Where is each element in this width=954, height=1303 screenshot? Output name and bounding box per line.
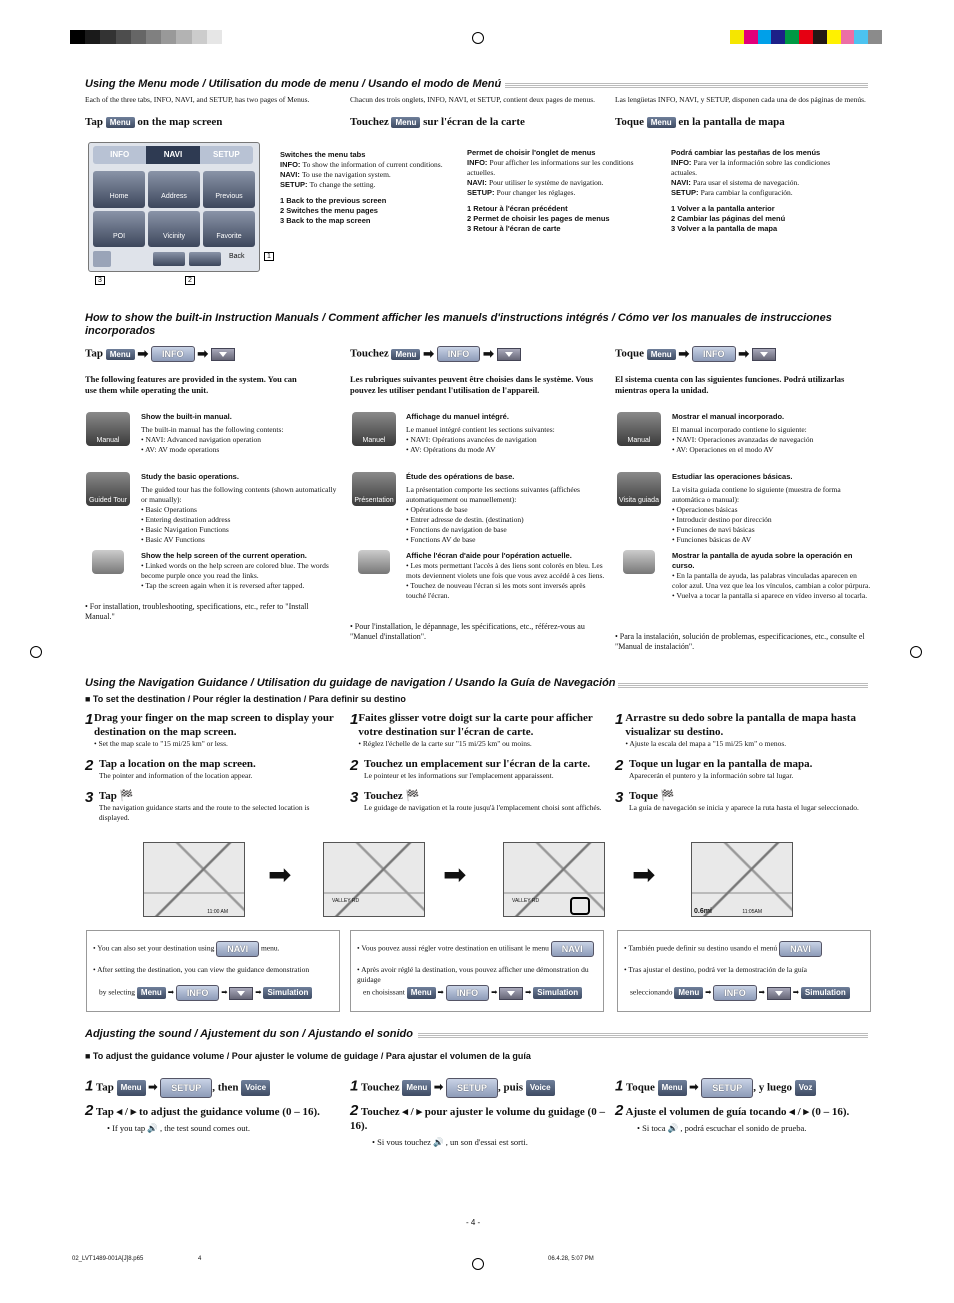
gray-swatch xyxy=(131,30,146,44)
tap-info-en: Tap Menu ➡ INFO ➡ xyxy=(85,346,235,362)
color-swatch xyxy=(841,30,855,44)
install-note-es: • Para la instalación, solución de problemas, especificaciones, etc., consulte el "Manual de instalación". xyxy=(615,632,865,651)
help-icon[interactable] xyxy=(623,550,655,574)
setup-tab-button[interactable]: SETUP xyxy=(446,1078,498,1098)
guided-tour-icon[interactable]: Présentation xyxy=(352,472,396,506)
map-screen-4[interactable]: 0.6mi 11:05AM xyxy=(691,842,793,917)
map-screen-1[interactable]: 11:00 AM xyxy=(143,842,245,917)
gray-swatch xyxy=(146,30,161,44)
color-swatch xyxy=(827,30,841,44)
steps-es: 1 Arrastre su dedo sobre la pantalla de mapa hasta visualizar su destino. • Ajuste la escala del mapa a "15 mi/25 km" o menos. 2 Toque un lugar en la pantalla de mapa. Aparecerán el puntero y la información sobre tal lugar. 3 Toque 🏁 La guía de navegación se inicia y aparece la ruta hasta el lugar seleccionado. xyxy=(615,711,859,812)
features-intro-es: El sistema cuenta con las siguientes funciones. Podrá utilizarlas mientras opera la unidad. xyxy=(615,374,845,395)
menu-explain-en: Switches the menu tabs INFO: To show the information of current conditions. NAVI: To use the navigation system. SETUP: To change the setting. 1 Back to the previous screen 2 Switches the menu pages 3 Back to the map screen xyxy=(280,150,443,225)
color-swatch xyxy=(868,30,882,44)
section-title-nav-guidance: Using the Navigation Guidance / Utilisation du guidage de navigation / Usando la Guía de Navegación xyxy=(85,677,616,689)
tab-navi[interactable]: NAVI xyxy=(146,146,199,164)
color-swatch xyxy=(758,30,772,44)
features-fr: Affichage du manuel intégré. Le manuel intégré contient les sections suivantes: • NAVI: Opérations avancées de navigation • AV: Opérations du mode AV Étude des opérations de base. La présentation comporte les sections suivantes (affichées automatiquement ou manuellement): • Opérations de base • Entrer adresse de destin. (destination) • Fonctions de navigation de base • Fonctions AV de base Affiche l'écran d'aide pour l'opération actuelle. • Les mots permettant l'accès à des liens sont colorés en bleu. Les mots deviennent violets une fois que vous avez accédé à ces liens. • Touchez de nouveau l'écran si les mots sont inversés après touché l'écran. xyxy=(406,412,605,600)
menu-button[interactable]: Menu xyxy=(647,349,676,360)
test-sound-icon[interactable]: 🔊 xyxy=(433,1137,444,1147)
footer-date: 06.4.28, 5:07 PM xyxy=(548,1256,594,1262)
intro-en: Each of the three tabs, INFO, NAVI, and SETUP, has two pages of Menus. xyxy=(85,95,310,104)
note-box-en: • You can also set your destination using NAVI menu. • After setting the destination, you can view the guidance demonstration by selecting Menu ➡ INFO ➡ ➡ Simulation xyxy=(86,930,340,1012)
page-down-icon[interactable] xyxy=(229,987,253,1000)
route-flag-icon[interactable]: 🏁 xyxy=(660,790,675,802)
gray-swatch xyxy=(192,30,207,44)
favorite-button[interactable]: Favorite xyxy=(203,211,255,248)
gray-bar xyxy=(70,30,222,44)
simulation-button[interactable]: Simulation xyxy=(533,987,582,999)
tap-info-es: Toque Menu ➡ INFO ➡ xyxy=(615,346,776,362)
manual-icon[interactable]: Manual xyxy=(86,412,130,446)
color-swatch xyxy=(799,30,813,44)
features-en: Show the built-in manual. The built-in manual has the following contents: • NAVI: Advanced navigation operation • AV: AV mode operations Study the basic operations. The guided tour has the following contents (shown automatically or manually): • Basic Operations • Entering destination address • Basic Navigation Functions • Basic AV Functions Show the help screen of the current operation. • Linked words on the help screen are colored blue. The words become purple once you read the links. • Tap the screen again when it is reversed after tapped. xyxy=(141,412,337,590)
help-icon[interactable] xyxy=(358,550,390,574)
voice-button[interactable]: Voice xyxy=(241,1080,270,1096)
menu-button[interactable]: Menu xyxy=(658,1080,687,1096)
features-intro-fr: Les rubriques suivantes peuvent être choisies dans le système. Vous pouvez les utiliser pendant l'utilisation de l'appareil. xyxy=(350,374,594,395)
info-tab-button[interactable]: INFO xyxy=(437,346,481,362)
menu-button[interactable]: Menu xyxy=(117,1080,146,1096)
info-tab-button[interactable]: INFO xyxy=(151,346,195,362)
info-tab-button[interactable]: INFO xyxy=(692,346,736,362)
features-intro-en: The following features are provided in the system. You can use them while operating the unit. xyxy=(85,374,297,395)
next-arrow: ➡ xyxy=(268,860,292,891)
note-box-fr: • Vous pouvez aussi régler votre destination en utilisant le menu NAVI • Après avoir réglé la destination, vous pouvez afficher une démonstration du guidage en choisissant Menu ➡ INFO ➡ ➡ Simulation xyxy=(350,930,604,1012)
menu-button[interactable]: Menu xyxy=(137,987,166,999)
map-screen-2[interactable]: VALLEY RD xyxy=(323,842,425,917)
registration-mark xyxy=(30,646,42,658)
page-up-button[interactable] xyxy=(153,252,185,266)
info-tab-button[interactable]: INFO xyxy=(713,985,757,1001)
home-button[interactable]: Home xyxy=(93,171,145,208)
tap-menu-fr: Touchez Menu sur l'écran de la carte xyxy=(350,116,525,128)
color-swatch xyxy=(730,30,744,44)
tap-menu-en: Tap Menu on the map screen xyxy=(85,116,223,128)
back-button[interactable]: Back xyxy=(229,253,245,260)
subtitle-guidance-volume: ■ To adjust the guidance volume / Pour ajuster le volume de guidage / Para ajustar el volumen de la guía xyxy=(85,1051,531,1061)
navi-tab-button[interactable]: NAVI xyxy=(216,941,259,957)
sound-steps-es: 1 Toque Menu ➡ SETUP , y luego Voz 2 Ajuste el volumen de guía tocando ◂ / ▸ (0 – 16). • Si toca 🔊 , podrá escuchar el sonido de prueba. xyxy=(615,1077,850,1133)
info-tab-button[interactable]: INFO xyxy=(176,985,220,1001)
steps-fr: 1 Faites glisser votre doigt sur la carte pour afficher votre destination sur l'écran de carte. • Réglez l'échelle de la carte sur "15 mi/25 km" ou moins. 2 Touchez un emplacement sur l'écran de la carte. Le pointeur et les informations sur l'emplacement apparaissent. 3 Touchez 🏁 Le guidage de navigation et la route jusqu'à l'emplacement choisi sont affichés. xyxy=(350,711,602,812)
volume-down-icon[interactable]: ◂ xyxy=(116,1106,123,1118)
sound-steps-en: 1 Tap Menu ➡ SETUP , then Voice 2 Tap ◂ / ▸ to adjust the guidance volume (0 – 16). • If you tap 🔊 , the test sound comes out. xyxy=(85,1077,320,1133)
address-button[interactable]: Address xyxy=(148,171,200,208)
section-rule xyxy=(418,1033,868,1038)
simulation-button[interactable]: Simulation xyxy=(801,987,850,999)
page-down-icon[interactable] xyxy=(497,348,521,361)
gray-swatch xyxy=(85,30,100,44)
menu-button[interactable]: Menu xyxy=(391,349,420,360)
map-return-icon[interactable] xyxy=(93,251,111,267)
note-box-es: • También puede definir su destino usando el menú NAVI • Tras ajustar el destino, podrá ver la demostración de la guía seleccionando Menu ➡ INFO ➡ ➡ Simulation xyxy=(617,930,871,1012)
voice-button[interactable]: Voice xyxy=(526,1080,555,1096)
manual-icon[interactable]: Manuel xyxy=(352,412,396,446)
features-es: Mostrar el manual incorporado. El manual incorporado contiene lo siguiente: • NAVI: Operaciones avanzadas de navegación • AV: Operaciones en el modo AV Estudiar las operaciones básicas. La visita guiada contiene lo siguiente (muestra de forma automática o manual): • Operaciones básicas • Introducir destino por dirección • Funciones de navi básicas • Funciones básicas de AV Mostrar la pantalla de ayuda sobre la operación en curso. • En la pantalla de ayuda, las palabras vinculadas aparecen en color azul. Una vez que lea los vínculos, cambian a color púrpura. • Vuelva a tocar la pantalla si aparece en vídeo inverso al tocarla. xyxy=(672,412,871,600)
volume-up-icon[interactable]: ▸ xyxy=(130,1106,137,1118)
registration-mark xyxy=(472,32,484,44)
page-down-icon[interactable] xyxy=(211,348,235,361)
tab-info[interactable]: INFO xyxy=(110,150,130,159)
menu-button[interactable]: Menu xyxy=(391,117,420,128)
gray-swatch xyxy=(176,30,191,44)
menu-button[interactable]: Menu xyxy=(402,1080,431,1096)
gray-swatch xyxy=(100,30,115,44)
subtitle-set-destination: ■ To set the destination / Pour régler la destination / Para definir su destino xyxy=(85,694,406,704)
next-arrow: ➡ xyxy=(443,860,467,891)
volume-up-icon[interactable]: ▸ xyxy=(803,1106,809,1118)
gray-swatch xyxy=(161,30,176,44)
navi-tab-button[interactable]: NAVI xyxy=(551,941,594,957)
page-down-button[interactable] xyxy=(189,252,221,266)
install-note-en: • For installation, troubleshooting, specifications, etc., refer to "Install Manual." xyxy=(85,602,309,621)
help-icon[interactable] xyxy=(92,550,124,574)
manual-icon[interactable]: Manual xyxy=(617,412,661,446)
page-number: - 4 - xyxy=(466,1218,481,1227)
menu-screen xyxy=(88,142,260,272)
page-down-icon[interactable] xyxy=(767,987,791,1000)
gray-swatch xyxy=(207,30,222,44)
intro-fr: Chacun des trois onglets, INFO, NAVI, et SETUP, contient deux pages de menus. xyxy=(350,95,596,104)
tab-setup[interactable]: SETUP xyxy=(212,150,240,159)
tap-menu-es: Toque Menu en la pantalla de mapa xyxy=(615,116,785,128)
route-flag-icon[interactable]: 🏁 xyxy=(405,790,420,802)
setup-tab-button[interactable]: SETUP xyxy=(701,1078,753,1098)
callout-2: 2 xyxy=(185,276,195,285)
gray-swatch xyxy=(70,30,85,44)
color-swatch xyxy=(744,30,758,44)
guided-tour-icon[interactable]: Guided Tour xyxy=(86,472,130,506)
footer-file: 02_LVT1489-001A[J]8.p65 xyxy=(72,1256,144,1262)
sound-steps-fr: 1 Touchez Menu ➡ SETUP , puis Voice 2 Touchez ◂ / ▸ pour ajuster le volume du guidage (0 – 16). • Si vous touchez 🔊 , un son d'essai est sorti. xyxy=(350,1077,605,1147)
section-rule xyxy=(618,683,868,688)
volume-down-icon[interactable]: ◂ xyxy=(789,1106,795,1118)
route-flag-icon-highlight[interactable] xyxy=(570,897,590,915)
navi-tab-button[interactable]: NAVI xyxy=(779,941,822,957)
menu-button[interactable]: Menu xyxy=(674,987,703,999)
callout-3: 3 xyxy=(95,276,105,285)
route-flag-icon[interactable]: 🏁 xyxy=(119,790,134,802)
vicinity-button[interactable]: Vicinity xyxy=(148,211,200,248)
volume-down-icon[interactable]: ◂ xyxy=(402,1106,408,1118)
install-note-fr: • Pour l'installation, le dépannage, les spécifications, etc., référez-vous au "Manuel d'installation". xyxy=(350,622,585,641)
simulation-button[interactable]: Simulation xyxy=(263,987,312,999)
callout-1: 1 xyxy=(264,252,274,261)
gray-swatch xyxy=(116,30,131,44)
menu-explain-es: Podrá cambiar las pestañas de los menús INFO: Para ver la información sobre las condiciones actuales. NAVI: Para usar el sistema de navegación. SETUP: Para cambiar la configuración. 1 Volver a la pantalla anterior 2 Cambiar las páginas del menú 3 Volver a la pantalla de mapa xyxy=(671,148,831,233)
menu-button[interactable]: Menu xyxy=(407,987,436,999)
page-down-icon[interactable] xyxy=(499,987,523,1000)
color-swatch xyxy=(854,30,868,44)
registration-mark xyxy=(472,1258,484,1270)
guided-tour-icon[interactable]: Visita guiada xyxy=(617,472,661,506)
section-title-sound: Adjusting the sound / Ajustement du son / Ajustando el sonido xyxy=(85,1028,413,1040)
color-swatch xyxy=(785,30,799,44)
menu-button[interactable]: Menu xyxy=(106,117,135,128)
color-bar xyxy=(730,30,882,44)
test-sound-icon[interactable]: 🔊 xyxy=(667,1123,679,1133)
page-down-icon[interactable] xyxy=(752,348,776,361)
tap-info-fr: Touchez Menu ➡ INFO ➡ xyxy=(350,346,521,362)
color-swatch xyxy=(813,30,827,44)
section-rule xyxy=(505,83,868,88)
menu-button[interactable]: Menu xyxy=(647,117,676,128)
volume-up-icon[interactable]: ▸ xyxy=(416,1106,422,1118)
section-title-manuals: How to show the built-in Instruction Manuals / Comment afficher les manuels d'instructions intégrés / Cómo ver los manuales de instrucciones incorporados xyxy=(85,312,832,337)
map-screen-3[interactable]: VALLEY RD xyxy=(503,842,605,917)
next-arrow: ➡ xyxy=(632,860,656,891)
poi-button[interactable]: POI xyxy=(93,211,145,248)
registration-mark xyxy=(910,646,922,658)
info-tab-button[interactable]: INFO xyxy=(446,985,490,1001)
steps-en: 1 Drag your finger on the map screen to display your destination on the map screen. • Set the map scale to "15 mi/25 km" or less. 2 Tap a location on the map screen. The pointer and information of the location appear. 3 Tap 🏁 The navigation guidance starts and the route to the selected location is displayed. xyxy=(85,711,334,822)
previous-button[interactable]: Previous xyxy=(203,171,255,208)
test-sound-icon[interactable]: 🔊 xyxy=(147,1123,158,1133)
menu-button[interactable]: Menu xyxy=(106,349,135,360)
section-title-menu-mode: Using the Menu mode / Utilisation du mode de menu / Usando el modo de Menú xyxy=(85,78,502,90)
intro-es: Las lengüetas INFO, NAVI, y SETUP, disponen cada una de dos páginas de menús. xyxy=(615,95,866,104)
voz-button[interactable]: Voz xyxy=(795,1080,817,1096)
footer-num: 4 xyxy=(198,1256,202,1262)
setup-tab-button[interactable]: SETUP xyxy=(160,1078,212,1098)
color-swatch xyxy=(771,30,785,44)
menu-explain-fr: Permet de choisir l'onglet de menus INFO: Pour afficher les informations sur les conditions actuelles. NAVI: Pour utiliser le système de navigation. SETUP: Pour changer les réglages. 1 Retour à l'écran précédent 2 Permet de choisir les pages de menus 3 Retour à l'écran de carte xyxy=(467,148,634,233)
